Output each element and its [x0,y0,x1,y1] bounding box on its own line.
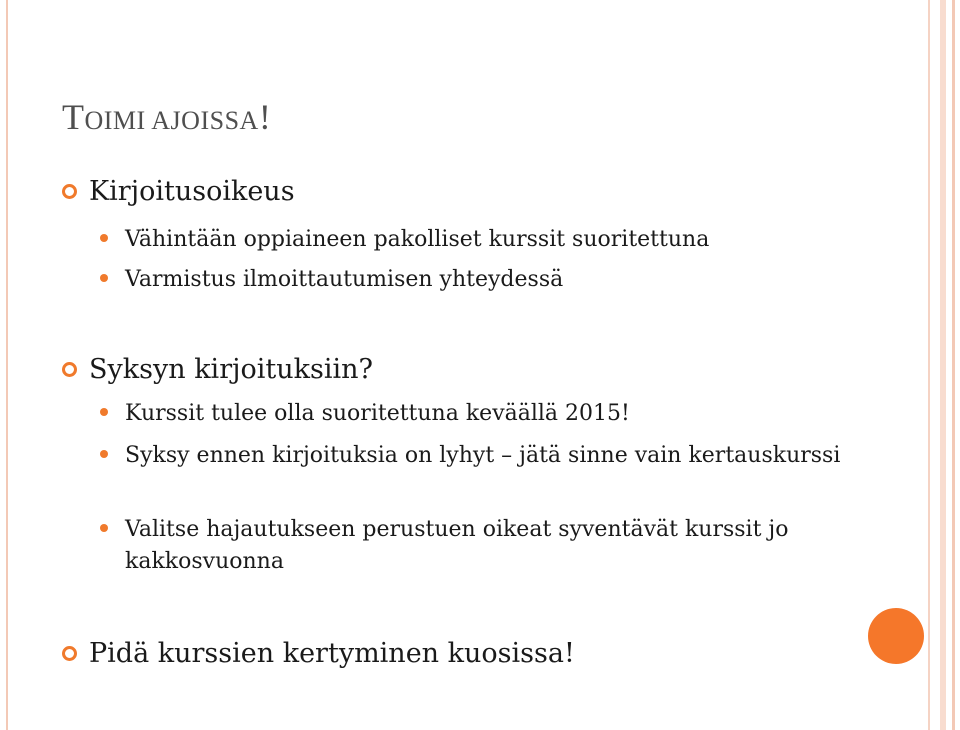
dot-bullet-icon [100,408,108,416]
dot-bullet-icon [100,524,108,532]
list-item-text: Vähintään oppiaineen pakolliset kurssit suoritettuna [125,227,710,252]
section-heading-pida [62,638,575,669]
ring-bullet-icon [62,646,77,661]
right-border-line [928,0,930,730]
right-border-line-outer [952,0,955,730]
list-item [100,440,880,472]
list-item-text: Kurssit tulee olla suoritettuna keväällä 2015! [125,401,630,426]
section-heading-text: Syksyn kirjoituksiin? [89,354,373,385]
section-heading-text: Pidä kurssien kertyminen kuosissa! [89,638,575,669]
slide-title [62,96,271,138]
title-exclamation: ! [258,97,272,137]
list-item-text: Varmistus ilmoittautumisen yhteydessä [125,267,564,292]
section-heading-syksyn [62,354,373,385]
list-item [100,514,880,578]
dot-bullet-icon [100,274,108,282]
section-heading-kirjoitusoikeus [62,176,295,207]
title-initial: T [62,97,85,137]
ring-bullet-icon [62,184,77,199]
ring-bullet-icon [62,362,77,377]
dot-bullet-icon [100,450,108,458]
left-border-line [6,0,8,730]
list-item [100,264,880,296]
title-smallcaps: OIMI AJOISSA [84,106,259,135]
dot-bullet-icon [100,234,108,242]
list-item [100,224,880,256]
list-item-text: Valitse hajautukseen perustuen oikeat syventävät kurssit jo kakkosvuonna [125,517,789,574]
list-item [100,398,880,430]
section-heading-text: Kirjoitusoikeus [89,176,295,207]
list-item-text: Syksy ennen kirjoituksia on lyhyt – jätä sinne vain kertauskurssi [125,443,841,468]
right-border-band [940,0,946,730]
decorative-circle [868,608,924,664]
